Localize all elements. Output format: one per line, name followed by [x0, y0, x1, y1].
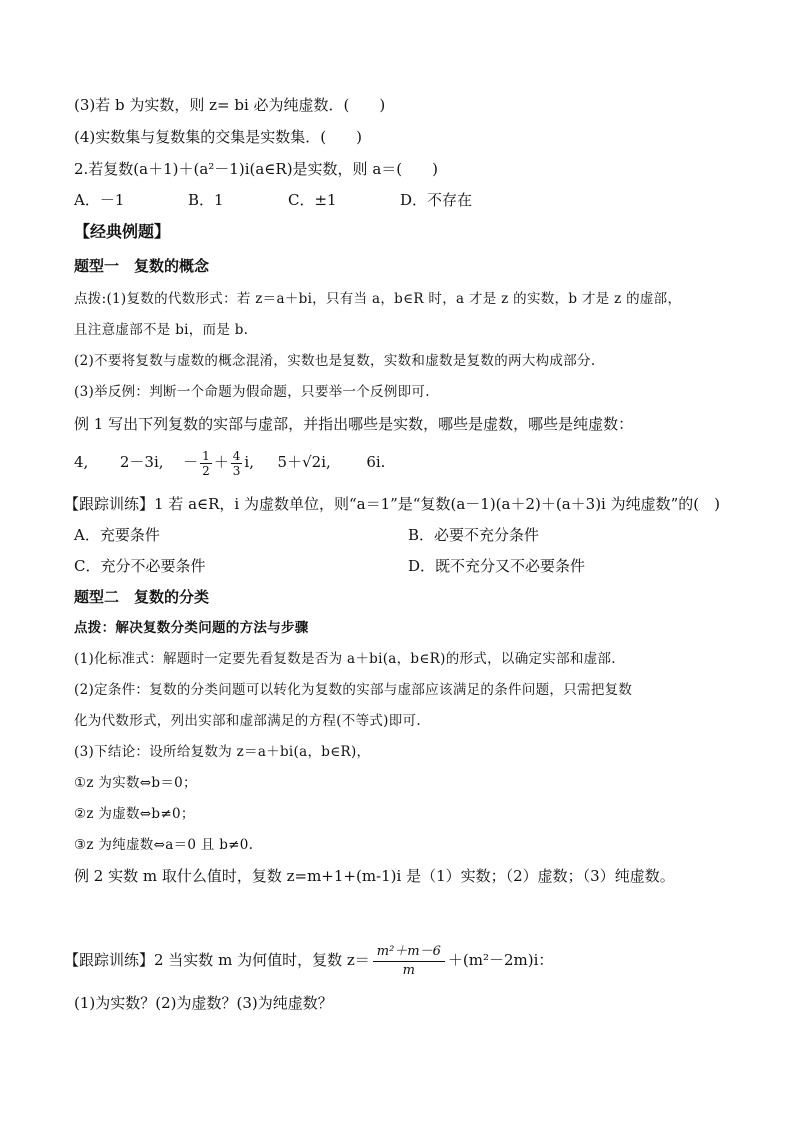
- ex1-item-e: 6i.: [366, 453, 386, 471]
- ex1-item-d: 5＋√2i,: [277, 453, 331, 471]
- type1-title: 题型一 复数的概念: [74, 257, 210, 275]
- tip2-heading: 点拨：解决复数分类问题的方法与步骤: [74, 620, 309, 636]
- tip2-line6: ②z 为虚数⇔b≠0；: [74, 806, 195, 822]
- question-1-3: (3)若 b 为实数，则 z= bi 必为纯虚数．( ): [74, 96, 386, 114]
- q2-option-c: C．±1: [288, 191, 337, 209]
- track2-fraction: $\frac{\text{m²＋m－6}}{m}$: [373, 943, 445, 980]
- tip2-line2: (2)定条件：复数的分类问题可以转化为复数的实部与虚部应该满足的条件问题，只需把复数: [74, 682, 633, 698]
- track-training-1: 【跟踪训练】1 若 a∈R，i 为虚数单位，则“a＝1”是“复数(a－1)(a＋2)＋(a＋3)i 为纯虚数”的( ): [64, 495, 720, 513]
- tip2-line3: 化为代数形式，列出实部和虚部满足的方程(不等式)即可.: [74, 713, 421, 729]
- q2-option-b: B．1: [188, 191, 224, 209]
- question-1-4: (4)实数集与复数集的交集是实数集．( ): [74, 128, 362, 146]
- example-2: 例 2 实数 m 取什么值时，复数 z=m+1+(m-1)i 是（1）实数；（2）虚数；（3）纯虚数。: [74, 867, 675, 885]
- tip1-line2: 且注意虚部不是 bi，而是 b.: [74, 322, 249, 338]
- ex1-fraction-2: $\frac{4}{3}$: [232, 448, 241, 478]
- tip1-line3: (2)不要将复数与虚数的概念混淆，实数也是复数，实数和虚数是复数的两大构成部分.: [74, 353, 596, 369]
- ex1-fraction-1: $\frac{1}{2}$: [202, 448, 210, 478]
- track1-option-a: A．充要条件: [74, 526, 160, 544]
- tip2-line5: ①z 为实数⇔b＝0；: [74, 775, 197, 791]
- track2-prefix: 【跟踪训练】2 当实数 m 为何值时，复数 z＝: [64, 951, 370, 969]
- type2-title: 题型二 复数的分类: [74, 588, 210, 606]
- track2-suffix: ＋(m²－2m)i：: [447, 951, 554, 969]
- track1-option-c: C．充分不必要条件: [74, 557, 206, 575]
- ex1-item-c-prefix: －: [183, 453, 199, 471]
- tip1-line1: 点拨:(1)复数的代数形式：若 z＝a＋bi，只有当 a，b∈R 时，a 才是 z 的实数，b 才是 z 的虚部，: [74, 291, 682, 307]
- track1-option-d: D．既不充分又不必要条件: [408, 557, 586, 575]
- ex1-item-a: 4,: [74, 453, 89, 471]
- track-training-2-questions: (1)为实数？(2)为虚数？(3)为纯虚数？: [74, 994, 333, 1012]
- example-1: 例 1 写出下列复数的实部与虚部，并指出哪些是实数，哪些是虚数，哪些是纯虚数：: [74, 415, 634, 433]
- example-1-items: 4, 2－3i, － $\frac{1}{2}$ ＋ $\frac{4}{3}$ i, 5＋√2i, 6i.: [74, 448, 386, 478]
- track1-option-b: B．必要不充分条件: [408, 526, 540, 544]
- track-training-2: [64, 940, 553, 980]
- ex1-item-b: 2－3i,: [119, 453, 164, 471]
- q2-option-d: D．不存在: [400, 191, 473, 209]
- q2-option-a: A．－1: [74, 191, 125, 209]
- question-2: 2.若复数(a＋1)＋(a²－1)i(a∈R)是实数，则 a＝( ): [74, 160, 438, 178]
- tip2-line1: (1)化标准式：解题时一定要先看复数是否为 a＋bi(a，b∈R)的形式，以确定实部和虚部.: [74, 651, 616, 667]
- section-title: 【经典例题】: [74, 222, 171, 241]
- tip2-line7: ③z 为纯虚数⇔a＝0 且 b≠0.: [74, 837, 254, 853]
- tip2-line4: (3)下结论：设所给复数为 z＝a＋bi(a，b∈R)，: [74, 744, 371, 760]
- tip1-line4: (3)举反例：判断一个命题为假命题，只要举一个反例即可.: [74, 384, 430, 400]
